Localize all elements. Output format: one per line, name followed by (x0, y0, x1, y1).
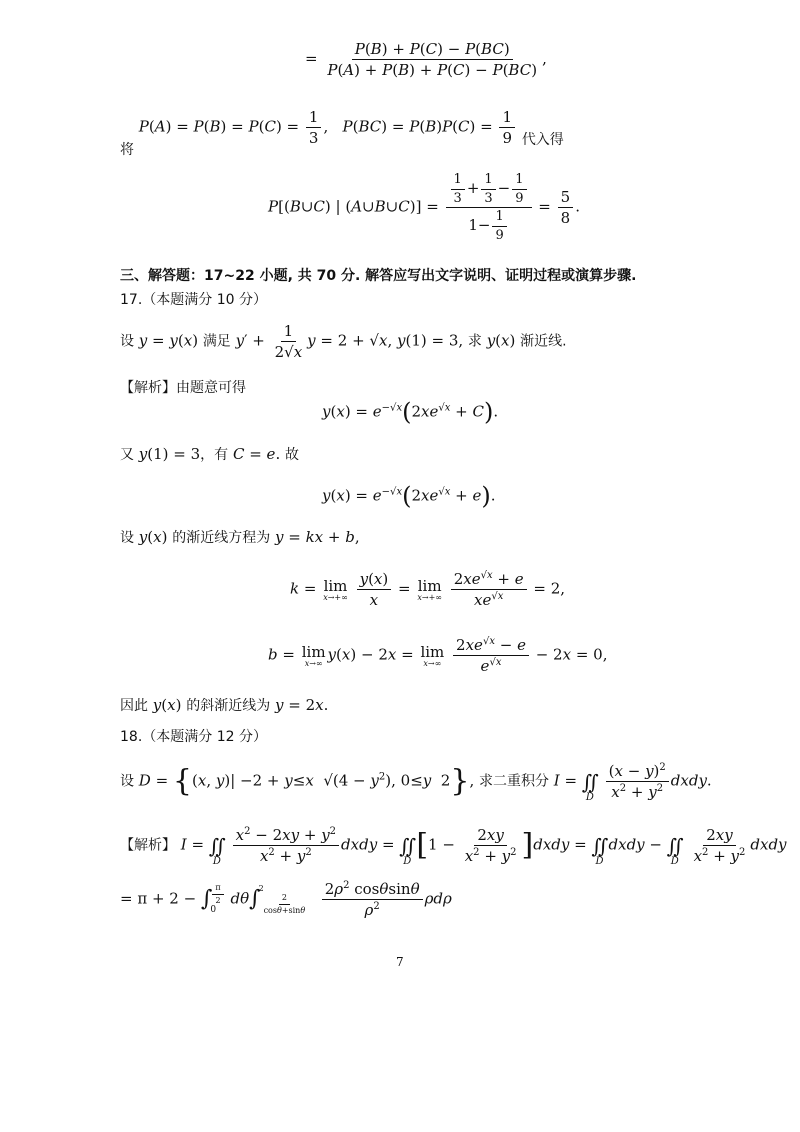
particular-solution: $y(x) = e^{-√x}(2xe^{√x} + e)$. (322, 482, 496, 510)
asym-eq-text: 的渐近线方程为 (172, 530, 271, 546)
gu-text: 故 (284, 447, 299, 463)
jiang-text: 将 (120, 141, 134, 158)
q17-qiu: 求 (467, 333, 482, 350)
q17-header: 17.（本题满分 10 分） (120, 292, 267, 308)
jiexi-1: 【解析】由题意可得 (120, 380, 246, 396)
q18-solution-line2: = π + 2 − ∫ $\frac{\pi}{2}$ 0 dθ∫ 2 $\frac{2}{\cos\theta+\sin\theta}$ $\frac{2\rho^2 \cos\theta\sin\theta}{\rho^2}$ ρdρ (120, 880, 452, 919)
intercept-b-computation: b = lim x→∞ y(x) − 2x = lim x→∞ $\frac{2xe^{√x} - e}{e^{√x}}$ − 2x = 0, (268, 636, 608, 675)
asymptote-setup: 设 y(x) 的渐近线方程为 y = kx + b, (120, 528, 360, 546)
q18-solution-line1: 【解析】 I = ∬ D $\frac{x^2 - 2xy + y^2}{x^2 + y^2}$ dxdy = ∬ D [1 − $\frac{2xy}{x^2 + y^2}$ ]dxdy = ∬ D dxdy − ∬ D $\frac{2xy}{x^2 + y^2}$ dxdy (120, 826, 787, 867)
section-heading: 三、解答题：17~22 小题, 共 70 分. 解答应写出文字说明、证明过程或演算步骤. (120, 268, 637, 284)
asymptote-conclusion: 因此 y(x) 的斜渐近线为 y = 2x. (120, 696, 329, 714)
slope-k-computation: k = lim x→+∞ $\frac{y(x)}{x}$ = lim x→+∞ $\frac{2xe^{√x} + e}{xe^{√x}}$ = 2, (290, 570, 566, 609)
q18-she: 设 (120, 773, 134, 790)
q18-header: 18.（本题满分 12 分） (120, 729, 267, 745)
page-number: 7 (396, 955, 404, 969)
jiexi-2: 【解析】 (120, 837, 176, 854)
she-asym: 设 (120, 530, 134, 546)
q17-statement: 设 y = y(x) 满足 y′ + $\frac{1}{2√x}$ y = 2 + √x, y(1) = 3, 求 y(x) 渐近线. (120, 322, 567, 361)
general-solution: $y(x) = e^{-√x}(2xe^{√x} + C)$. (322, 398, 499, 426)
dairu-text: 代入得 (521, 131, 564, 148)
q17-manzu: 满足 (202, 333, 231, 350)
q17-jianjinxian: 渐近线. (520, 333, 567, 350)
conditional-probability-result: P[(B∪C) | (A∪B∪C)] = $\frac{1}{3}$ + $\frac{1}{3}$ − $\frac{1}{9}$ 1− $\frac{1}{9}$ = $\frac{5}{8}$ . (268, 172, 580, 243)
yinci-text: 因此 (120, 698, 148, 714)
you-text: 又 (120, 447, 134, 463)
yinci-mid-text: 的斜渐近线为 (186, 698, 271, 714)
initial-condition-line: 又 y(1) = 3，有 C = e. 故 (120, 445, 299, 463)
you-mid-text: ，有 (200, 447, 229, 463)
q18-qiu: 求二重积分 (478, 773, 549, 790)
substitution-line: 将 P(A) = P(B) = P(C) = $\frac{1}{3}$ , P(BC) = P(B)P(C) = $\frac{1}{9}$ 代入得 (120, 108, 564, 158)
q18-statement: 设 D = {(x, y)| −2 + y≤x $√(4 - y^2)$, 0≤y 2}, 求二重积分 I = ∬ D $\frac{(x - y)^2}{x^2 + y^2}$ dxdy. (120, 762, 712, 803)
probability-fraction-line: = $\frac{P(B) + P(C) - P(BC)}{P(A) + P(B) + P(C) - P(BC)}$ , (305, 40, 547, 79)
q17-she: 设 (120, 333, 134, 350)
